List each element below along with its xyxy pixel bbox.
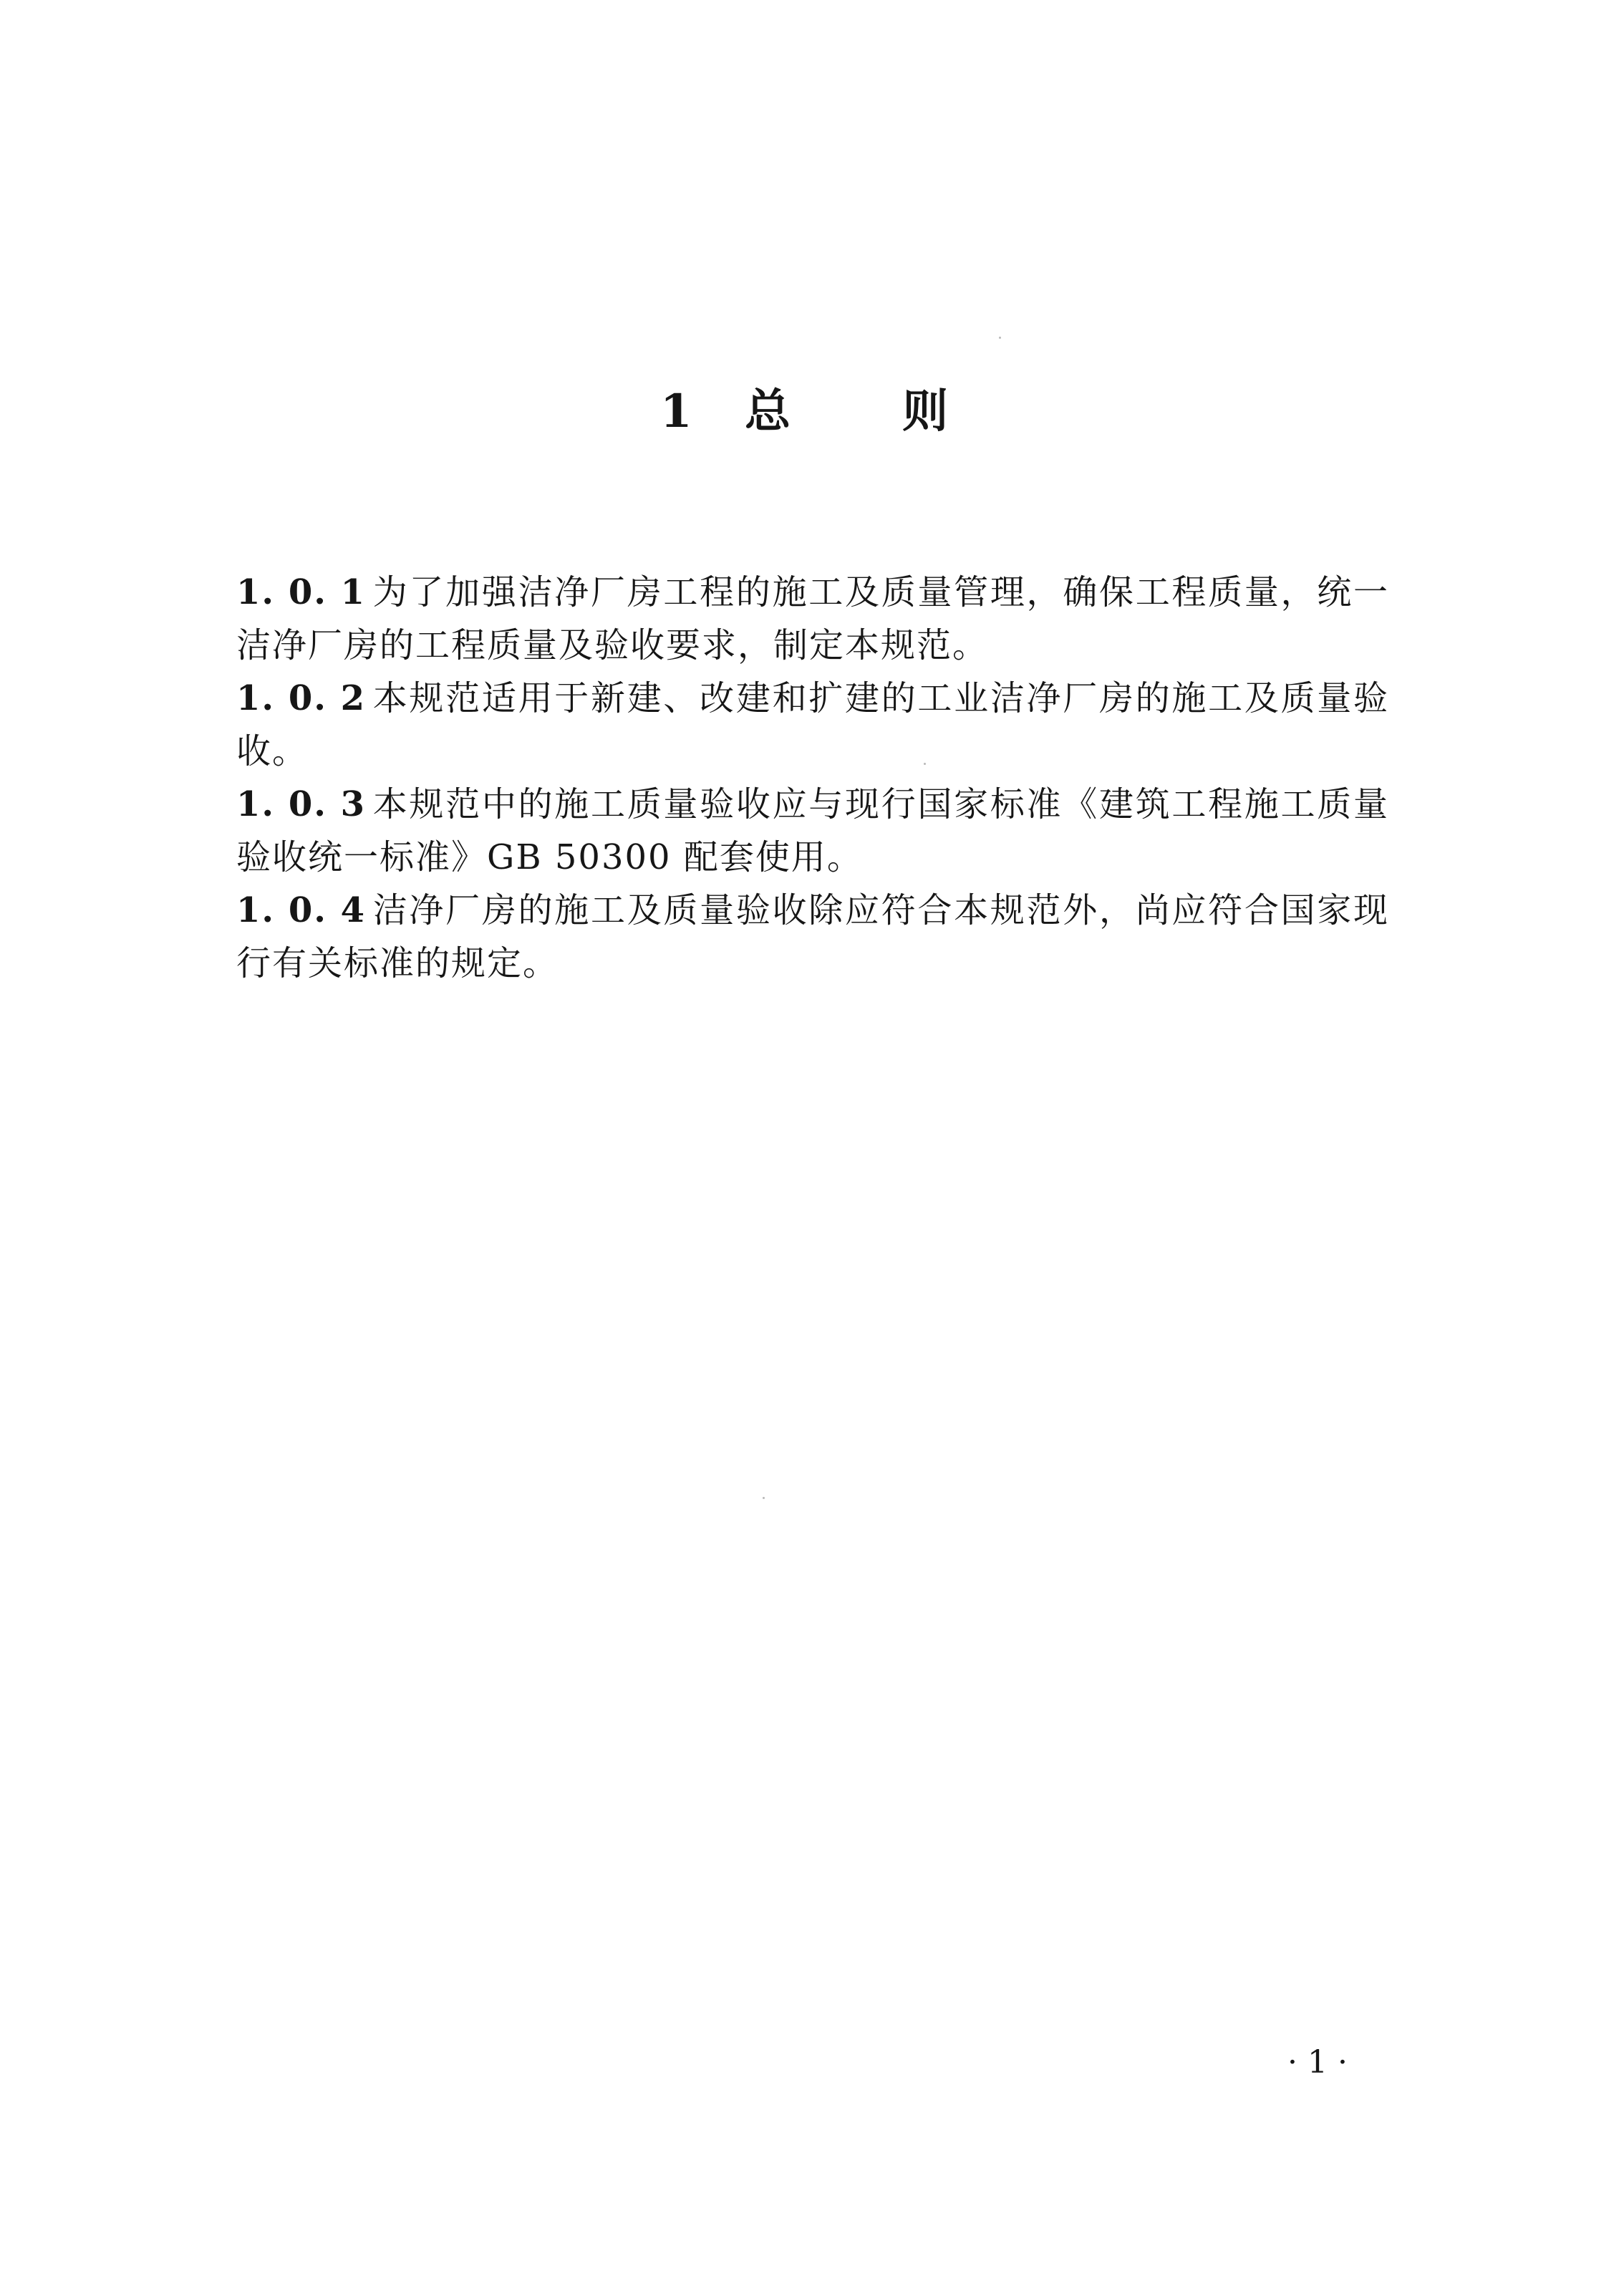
scan-speck bbox=[999, 337, 1001, 339]
clause-number: 1. 0. 4 bbox=[236, 890, 367, 930]
clause-1-0-2 bbox=[236, 672, 1389, 778]
clause-1-0-1 bbox=[236, 566, 1389, 672]
chapter-title bbox=[0, 372, 1624, 451]
scan-speck bbox=[924, 763, 926, 765]
chapter-title-part2: 则 bbox=[902, 385, 948, 438]
clause-text: 为了加强洁净厂房工程的施工及质量管理，确保工程质量，统一洁净厂房的工程质量及验收要求，制定本规范。 bbox=[236, 572, 1389, 665]
page-number: · 1 · bbox=[1287, 2044, 1348, 2081]
clause-1-0-3 bbox=[236, 778, 1389, 884]
chapter-title-part1: 总 bbox=[745, 385, 791, 438]
clause-text: 洁净厂房的施工及质量验收除应符合本规范外，尚应符合国家现行有关标准的规定。 bbox=[236, 890, 1389, 983]
clause-number: 1. 0. 3 bbox=[236, 784, 367, 824]
clause-text: 本规范适用于新建、改建和扩建的工业洁净厂房的施工及质量验收。 bbox=[236, 678, 1389, 771]
clause-list bbox=[236, 566, 1389, 990]
chapter-number: 1 bbox=[660, 385, 692, 438]
clause-number: 1. 0. 2 bbox=[236, 678, 367, 718]
clause-1-0-4 bbox=[236, 884, 1389, 990]
clause-text: 本规范中的施工质量验收应与现行国家标准《建筑工程施工质量验收统一标准》GB 50300 配套使用。 bbox=[236, 784, 1389, 877]
clause-number: 1. 0. 1 bbox=[236, 572, 367, 612]
scan-speck bbox=[763, 1497, 765, 1499]
